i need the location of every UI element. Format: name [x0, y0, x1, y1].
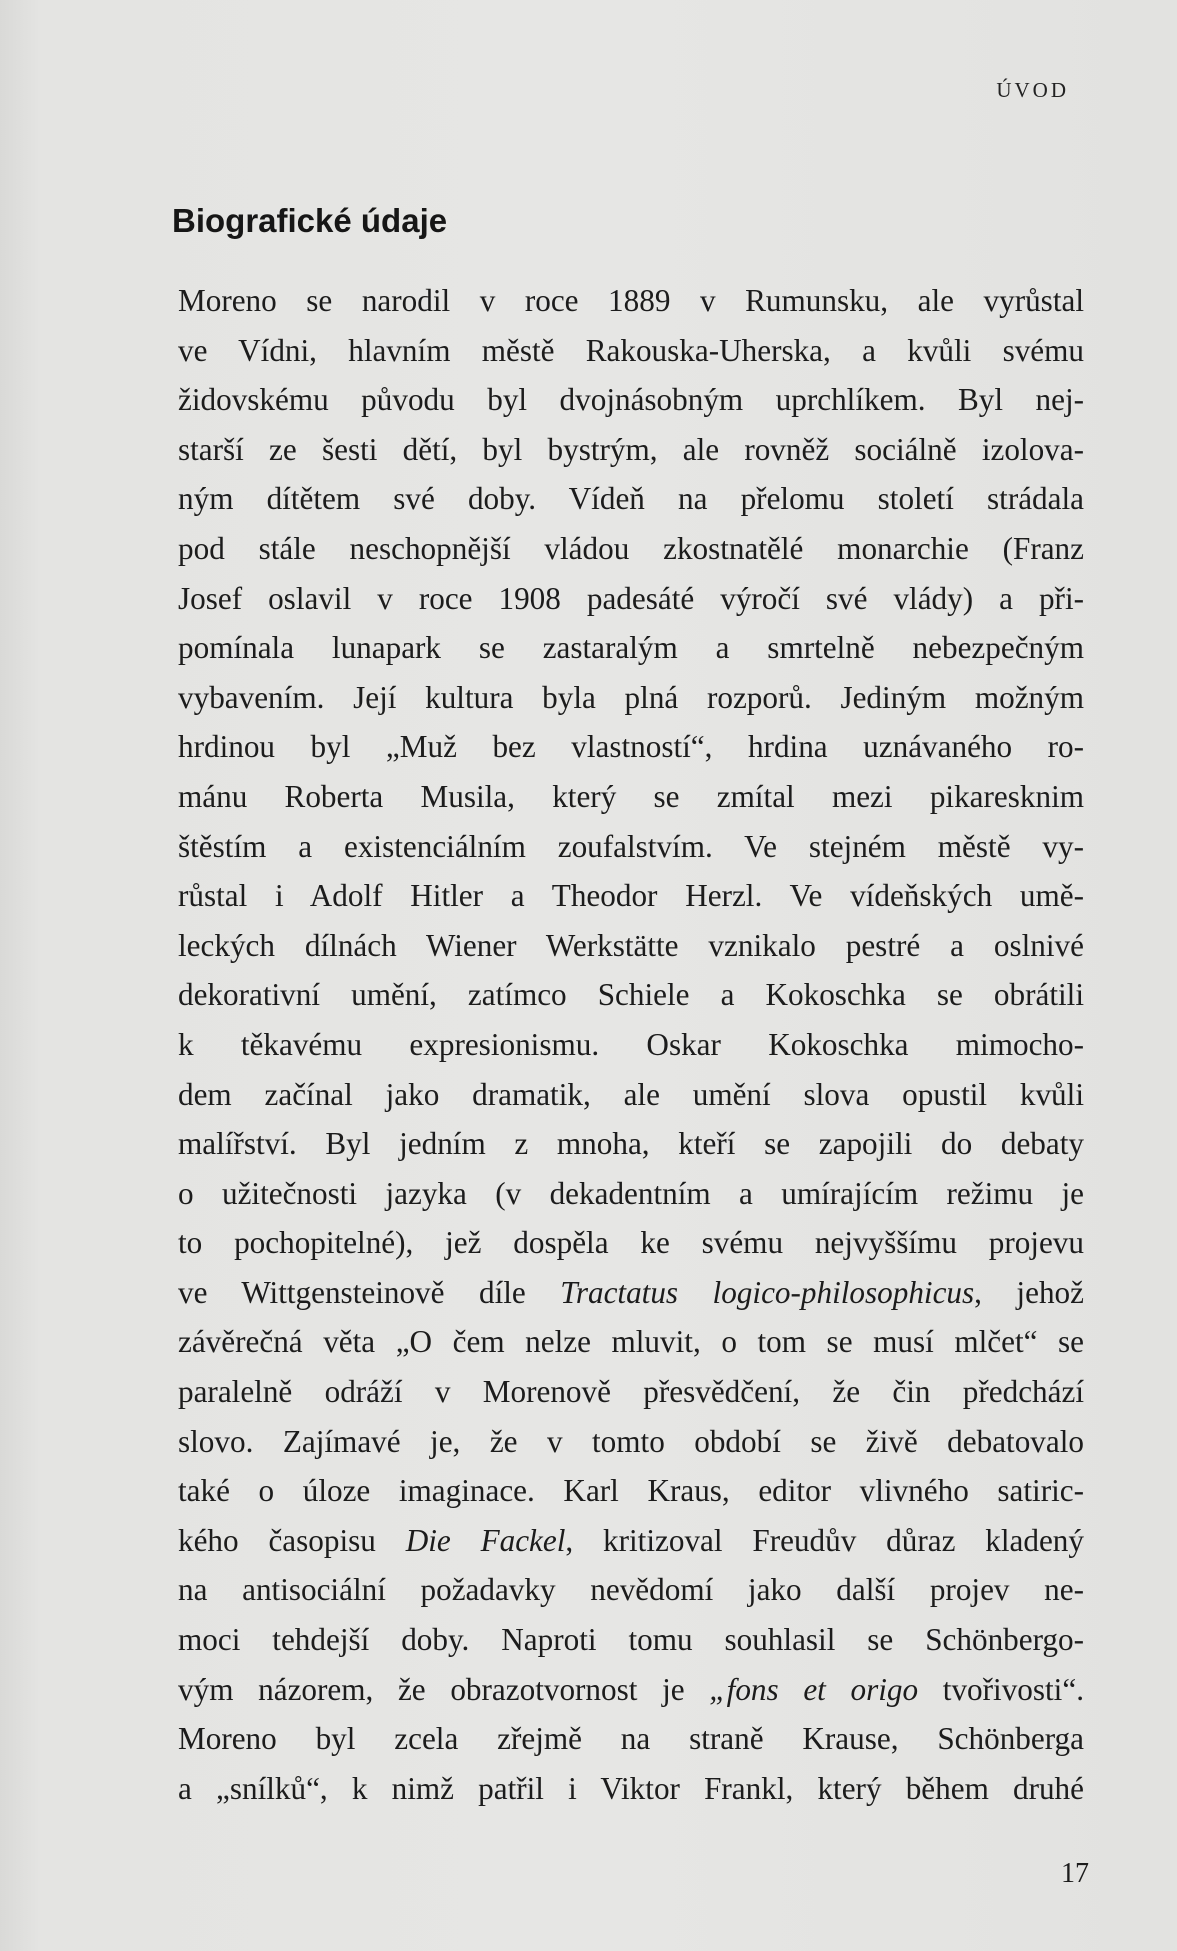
italic-journal-title: Die Fackel: [405, 1522, 566, 1558]
text-line: dem začínal jako dramatik, ale umění slova opustil kvůli: [178, 1076, 1084, 1112]
text-segment: tvořivosti“.: [918, 1671, 1084, 1707]
text-line: malířství. Byl jedním z mnoha, kteří se zapojili do debaty: [178, 1126, 1084, 1162]
running-head: ÚVOD: [996, 78, 1069, 102]
text-segment: kého časopisu: [178, 1522, 406, 1558]
text-line: dekorativní umění, zatímco Schiele a Kokoschka se obrátili: [178, 977, 1084, 1013]
section-heading: Biografické údaje: [172, 202, 448, 239]
text-line-with-italic: [178, 1665, 1084, 1715]
text-line: pod stále neschopnější vládou zkostnatělé monarchie (Franz: [178, 530, 1084, 566]
text-line-with-title: [178, 1268, 1084, 1318]
text-line: ve Vídni, hlavním městě Rakouska-Uherska, a kvůli svému: [178, 332, 1084, 368]
text-segment: vým názorem, že obrazotvornost je: [178, 1671, 710, 1707]
italic-phrase: [709, 1672, 918, 1707]
text-line: Moreno se narodil v roce 1889 v Rumunsku, ale vyrůstal: [178, 283, 1084, 318]
text-line: k těkavému expresionismu. Oskar Kokoschka mimocho-: [178, 1026, 1084, 1062]
text-line: Josef oslavil v roce 1908 padesáté výročí své vlády) a při-: [178, 580, 1084, 616]
text-line: vybavením. Její kultura byla plná rozporů. Jediným možným: [178, 679, 1084, 715]
text-line: paralelně odráží v Morenově přesvědčení, že čin předchází: [178, 1374, 1084, 1410]
text-line: ným dítětem své doby. Vídeň na přelomu století strádala: [178, 481, 1084, 517]
text-segment: , kritizoval Freudův důraz kladený: [565, 1522, 1084, 1558]
italic-book-title: Tractatus logico-philosophicus: [560, 1274, 975, 1310]
text-line: hrdinou byl „Muž bez vlastností“, hrdina uznávaného ro-: [178, 729, 1084, 765]
text-line: závěrečná věta „O čem nelze mluvit, o tom se musí mlčet“ se: [178, 1324, 1084, 1360]
text-segment: ve Wittgensteinově díle: [178, 1274, 561, 1310]
text-line: štěstím a existenciálním zoufalstvím. Ve stejném městě vy-: [178, 828, 1084, 864]
text-line: slovo. Zajímavé je, že v tomto období se živě debatovalo: [178, 1423, 1084, 1459]
text-line: o užitečnosti jazyka (v dekadentním a umírajícím režimu je: [178, 1175, 1084, 1211]
text-line: moci tehdejší doby. Naproti tomu souhlasil se Schönbergo-: [178, 1622, 1084, 1658]
italic-latin-phrase: fons et origo: [726, 1671, 919, 1707]
text-line: to pochopitelné), jež dospěla ke svému nejvyššímu projevu: [178, 1225, 1084, 1261]
text-line: také o úloze imaginace. Karl Kraus, editor vlivného satiric-: [178, 1473, 1084, 1509]
text-line: židovskému původu byl dvojnásobným uprchlíkem. Byl nej-: [178, 382, 1084, 418]
text-line: růstal i Adolf Hitler a Theodor Herzl. Ve vídeňských umě-: [178, 878, 1084, 914]
text-line: na antisociální požadavky nevědomí jako další projev ne-: [178, 1572, 1084, 1608]
text-line: Moreno byl zcela zřejmě na straně Krause, Schönberga: [178, 1721, 1084, 1757]
text-line: leckých dílnách Wiener Werkstätte vznikalo pestré a oslnivé: [178, 927, 1084, 963]
text-line: starší ze šesti dětí, byl bystrým, ale rovněž sociálně izolova-: [178, 431, 1084, 467]
body-paragraph: [178, 276, 1084, 1813]
text-line: pomínala lunapark se zastaralým a smrtelně nebezpečným: [178, 630, 1084, 666]
text-line: a „snílků“, k nimž patřil i Viktor Frankl, který během druhé: [178, 1770, 1084, 1806]
opening-quote: „: [709, 1671, 727, 1707]
text-segment: , jehož: [974, 1274, 1084, 1310]
text-line: mánu Roberta Musila, který se zmítal mezi pikaresknim: [178, 778, 1084, 814]
page-number: 17: [1061, 1858, 1089, 1889]
text-line-with-title: [178, 1516, 1084, 1566]
